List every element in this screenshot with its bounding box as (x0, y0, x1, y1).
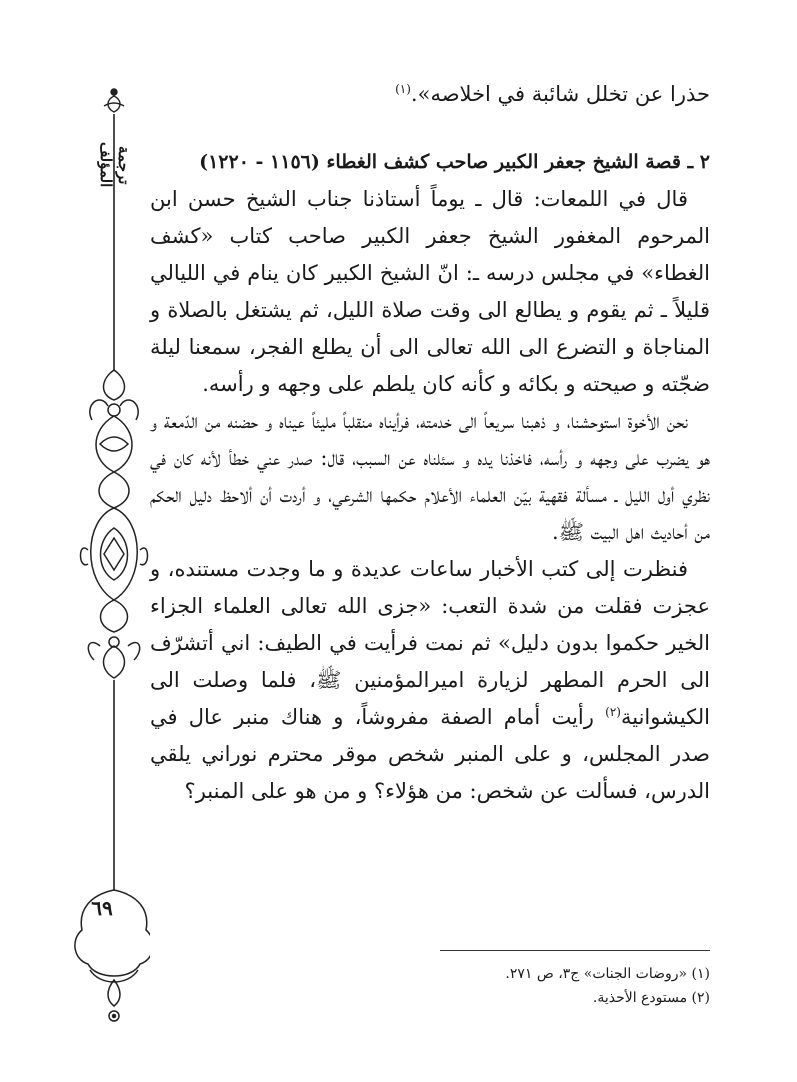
footnote-1: (١) «روضات الجنات» ج٣، ص ٢٧١. (505, 966, 710, 982)
paragraph-3-text-a: فنظرت إلى كتب الأخبار ساعات عديدة و ما وجدت مستنده، و عجزت فقلت من شدة التعب: «جزى الله تعالى العلماء الجزاء الخير حكموا بدون دليل» ثم نمت فرأيت في الطيف: اني أتشرّف الى الحرم المطهر لزيارة اميرالمؤمنين ﷺ، فلما وصلت الى الكيشوانية (150, 557, 710, 729)
top-finial-icon (104, 89, 124, 112)
ornamental-border (60, 80, 150, 1080)
footnote-2: (٢) مستودع الأحذية. (592, 990, 710, 1006)
running-head: ترجمة المؤلف (97, 142, 133, 188)
intro-line (150, 76, 710, 113)
intro-text: حذرا عن تخلل شائبة في اخلاصه». (410, 82, 710, 106)
main-text (150, 76, 710, 810)
arabesque-ornament-icon (81, 370, 148, 678)
paragraph-3-text-b: رأيت أمام الصفة مفروشاً، و هناك منبر عال في صدر المجلس، و على المنبر شخص موقر محترم نوراني يلقي الدرس، فسألت عن شخص: من هؤلاء؟ و من هو على المنبر؟ (150, 705, 710, 803)
footnote-ref-2: (٢) (605, 705, 621, 719)
page-number: ٦٩ (91, 896, 113, 920)
footnotes (150, 962, 710, 1010)
footnote-separator (440, 950, 710, 951)
paragraph-3 (150, 551, 710, 810)
footnote-ref-1: (١) (395, 82, 411, 96)
section-heading: ٢ ـ قصة الشيخ جعفر الكبير صاحب كشف الغطاء (١١٥٦ - ١٢٢٠) (199, 151, 710, 173)
paragraph-1: قال في اللمعات: قال ـ يوماً أستاذنا جناب الشيخ حسن ابن المرحوم المغفور الشيخ جعفر الكبير صاحب كتاب «كشف الغطاء» في مجلس درسه ـ: انّ الشيخ الكبير كان ينام في الليالي قليلاً ـ ثم يقوم و يطالع الى وقت صلاة الليل، ثم يشتغل بالصلاة و المناجاة و التضرع الى الله تعالى الى أن يطلع الفجر، سمعنا ليلة ضجّته و صيحته و بكائه و كأنه كان يلطم على وجهه و رأسه. (150, 187, 710, 396)
paragraph-2: نحن الأخوة استوحشنا، و ذهبنا سريعاً الى خدمته، فرأيناه منقلباً مليئاً عيناه و حضنه من الدّمعة و هو يضرب على وجهه و رأسه، فاخذنا يده و سئلناه عن السبب، قال: صدر عني خطأ لأنه كان في نظري أول الليل ـ مسألة فقهية بيّن العلماء الأعلام حكمها الشرعي، و أردت أن ألاحظ دليل الحكم من أحاديث اهل البيت ﷺ. (150, 409, 710, 544)
